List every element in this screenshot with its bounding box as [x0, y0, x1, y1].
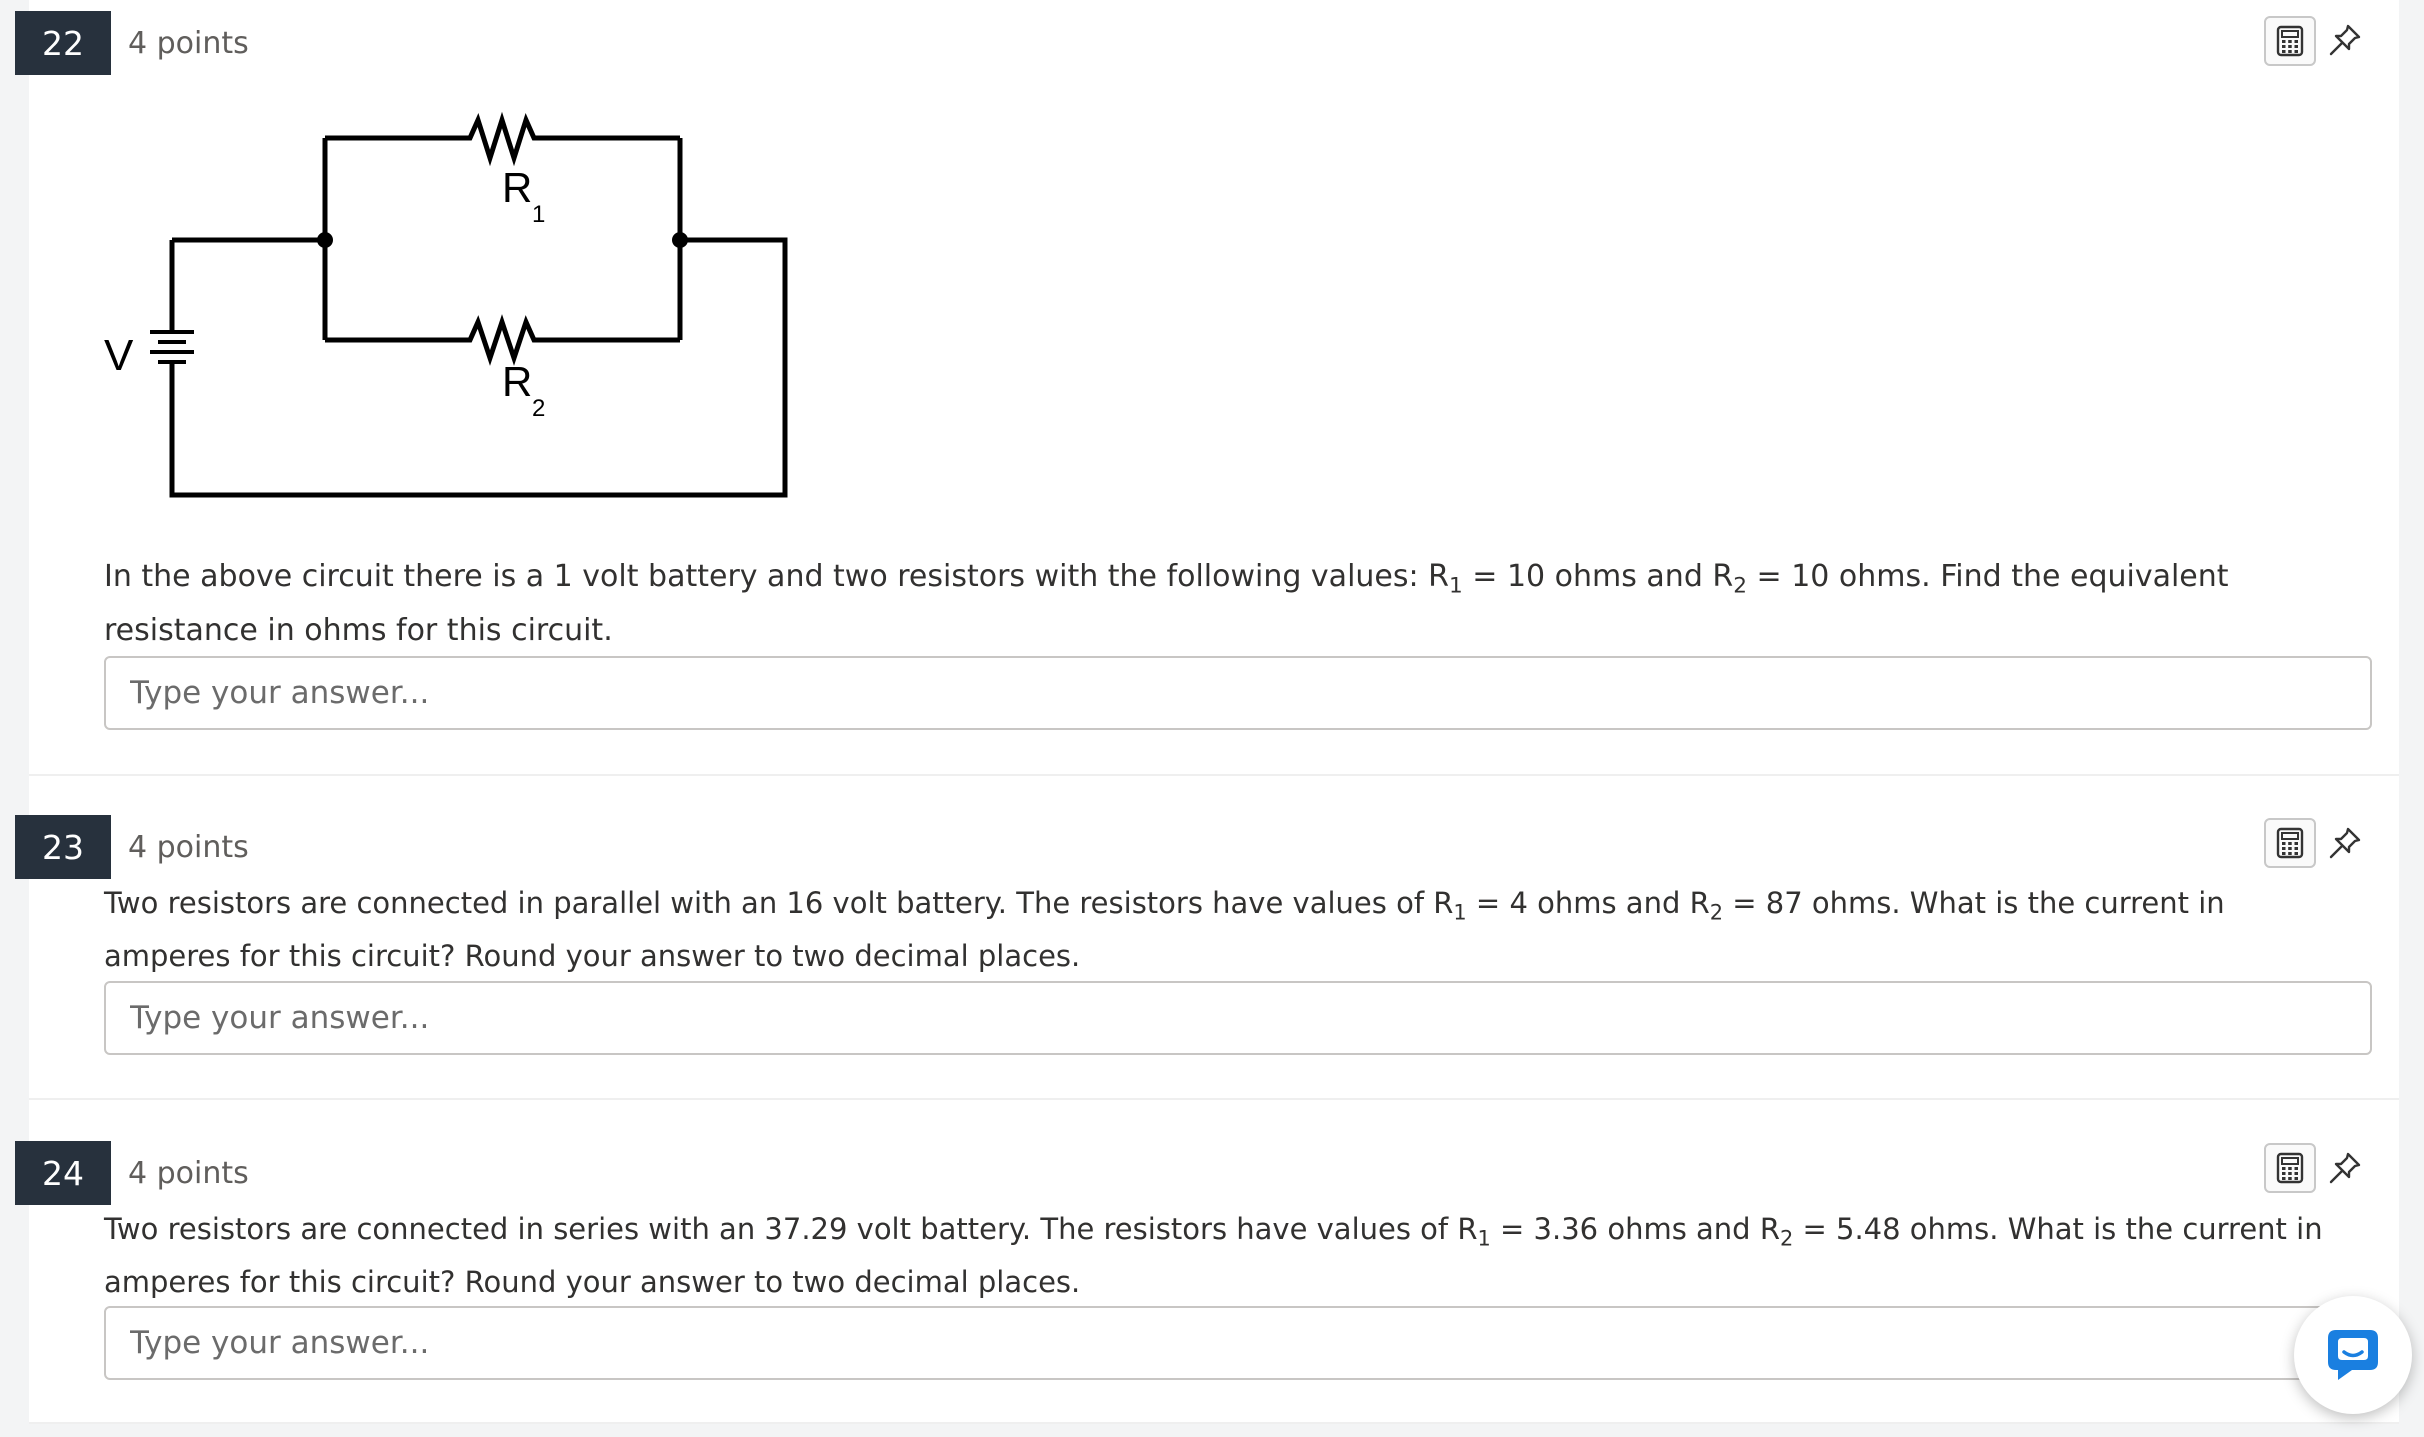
- pin-button[interactable]: [2322, 820, 2368, 866]
- divider: [29, 1422, 2399, 1424]
- r2-subscript: 2: [532, 395, 546, 422]
- calculator-icon: [2276, 25, 2304, 57]
- calculator-button[interactable]: [2264, 818, 2316, 868]
- question-points: 4 points: [128, 830, 249, 865]
- question-points: 4 points: [128, 1156, 249, 1191]
- question-number-badge: 24: [15, 1141, 111, 1205]
- circuit-diagram: [100, 100, 800, 510]
- r1-subscript: 1: [532, 201, 546, 228]
- calculator-icon: [2276, 827, 2304, 859]
- pin-button[interactable]: [2322, 17, 2368, 63]
- question-points: 4 points: [128, 26, 249, 61]
- pin-icon: [2327, 1150, 2363, 1186]
- r2-label: R: [502, 358, 533, 405]
- question-text: In the above circuit there is a 1 volt battery and two resistors with the following values: $R_1 = 10$ ohms and $R_2 = 10$ ohms. Find the equivalent resistance in ohms for this circuit.: [104, 559, 2229, 649]
- question-number-badge: 22: [15, 11, 111, 75]
- calculator-icon: [2276, 1152, 2304, 1184]
- question-number-badge: 23: [15, 815, 111, 879]
- pin-button[interactable]: [2322, 1145, 2368, 1191]
- calculator-button[interactable]: [2264, 16, 2316, 66]
- pin-icon: [2327, 22, 2363, 58]
- chat-icon: [2322, 1324, 2384, 1386]
- question-text: Two resistors are connected in parallel with an 16 volt battery. The resistors have values of $R_1 = 4$ ohms and $R_2 = 87$ ohms. What is the current in amperes for this circuit? Round your answer to two decimal places.: [104, 886, 2225, 974]
- question-text: Two resistors are connected in series with an 37.29 volt battery. The resistors have values of $R_1 = 3.36$ ohms and $R_2 = 5.48$ ohms. What is the current in amperes for this circuit? Round your answer to two decimal places.: [104, 1212, 2323, 1300]
- pin-icon: [2327, 825, 2363, 861]
- chat-button[interactable]: [2294, 1296, 2412, 1414]
- calculator-button[interactable]: [2264, 1143, 2316, 1193]
- answer-input[interactable]: [104, 656, 2372, 730]
- r1-label: R: [502, 164, 533, 211]
- battery-label: V: [104, 331, 134, 380]
- answer-input[interactable]: [104, 981, 2372, 1055]
- answer-input[interactable]: [104, 1306, 2372, 1380]
